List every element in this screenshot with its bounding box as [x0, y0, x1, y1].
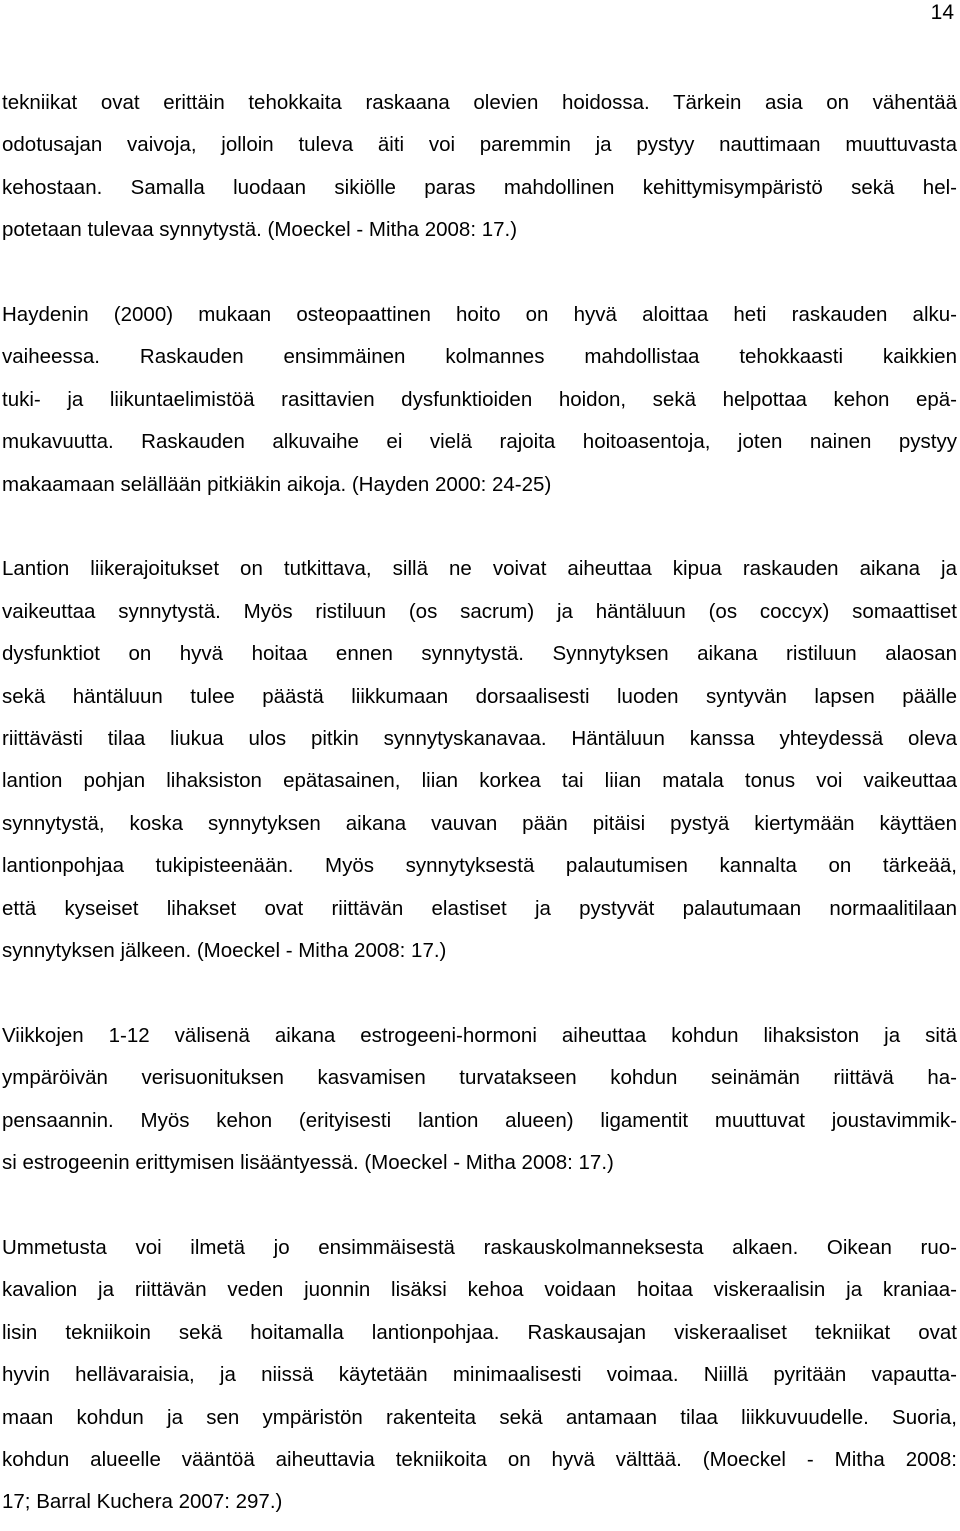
- text-line: Viikkojen 1-12 välisenä aikana estrogeeni-hormoni aiheuttaa kohdun lihaksiston ja sitä: [2, 1023, 957, 1047]
- text-line: mukavuutta. Raskauden alkuvaihe ei vielä rajoita hoitoasentoja, joten nainen pystyy: [2, 430, 957, 454]
- page-number: 14: [930, 1, 954, 24]
- text-line: synnytyksen jälkeen. (Moeckel - Mitha 2008: 17.): [2, 939, 447, 963]
- text-line: dysfunktiot on hyvä hoitaa ennen synnytystä. Synnytyksen aikana ristiluun alaosan: [2, 642, 957, 666]
- text-line: vaikeuttaa synnytystä. Myös ristiluun (os sacrum) ja häntäluun (os coccyx) somaattiset: [2, 599, 957, 623]
- text-line: Ummetusta voi ilmetä jo ensimmäisestä raskauskolmanneksesta alkaen. Oikean ruo-: [2, 1235, 957, 1259]
- text-line: makaamaan selällään pitkiäkin aikoja. (Hayden 2000: 24-25): [2, 472, 552, 496]
- document-body: [2, 82, 957, 1524]
- text-line: että kyseiset lihakset ovat riittävän elastiset ja pystyvät palautumaan normaalitilaan: [2, 896, 957, 920]
- text-line: pensaannin. Myös kehon (erityisesti lantion alueen) ligamentit muuttuvat joustavimmik-: [2, 1108, 957, 1132]
- paragraph: [2, 548, 957, 972]
- paragraph: [2, 294, 957, 506]
- text-line: kavalion ja riittävän veden juonnin lisäksi kehoa voidaan hoitaa viskeraalisin ja kraniaa-: [2, 1278, 957, 1302]
- text-line: Lantion liikerajoitukset on tutkittava, sillä ne voivat aiheuttaa kipua raskauden aikana ja: [2, 557, 957, 581]
- text-line: tuki- ja liikuntaelimistöä rasittavien dysfunktioiden hoidon, sekä helpottaa kehon epä-: [2, 387, 957, 411]
- text-line: synnytystä, koska synnytyksen aikana vauvan pään pitäisi pystyä kiertymään käyttäen: [2, 811, 957, 835]
- text-line: 17; Barral Kuchera 2007: 297.): [2, 1490, 283, 1514]
- text-line: ympäröivän verisuonituksen kasvamisen turvatakseen kohdun seinämän riittävä ha-: [2, 1066, 957, 1090]
- text-line: kehostaan. Samalla luodaan sikiölle paras mahdollinen kehittymisympäristö sekä hel-: [2, 175, 957, 199]
- paragraph-gap: [2, 506, 957, 548]
- text-line: si estrogeenin erittymisen lisääntyessä. (Moeckel - Mitha 2008: 17.): [2, 1151, 614, 1175]
- text-line: maan kohdun ja sen ympäristön rakenteita sekä antamaan tilaa liikkuvuudelle. Suoria,: [2, 1405, 957, 1429]
- text-line: tekniikat ovat erittäin tehokkaita raskaana olevien hoidossa. Tärkein asia on vähentää: [2, 91, 957, 114]
- paragraph-gap: [2, 1185, 957, 1227]
- text-line: vaiheessa. Raskauden ensimmäinen kolmannes mahdollistaa tehokkaasti kaikkien: [2, 345, 957, 369]
- paragraph-gap: [2, 252, 957, 294]
- text-line: potetaan tulevaa synnytystä. (Moeckel - Mitha 2008: 17.): [2, 218, 518, 242]
- text-line: hyvin hellävaraisia, ja niissä käytetään minimaalisesti voimaa. Niillä pyritään vapautta-: [2, 1363, 957, 1387]
- paragraph-gap: [2, 973, 957, 1015]
- text-line: Haydenin (2000) mukaan osteopaattinen hoito on hyvä aloittaa heti raskauden alku-: [2, 303, 957, 327]
- text-line: riittävästi tilaa liukua ulos pitkin synnytyskanavaa. Häntäluun kanssa yhteydessä oleva: [2, 727, 957, 751]
- text-line: lantionpohjaa tukipisteenään. Myös synnytyksestä palautumisen kannalta on tärkeää,: [2, 854, 957, 878]
- paragraph: [2, 82, 957, 252]
- text-line: lisin tekniikoin sekä hoitamalla lantionpohjaa. Raskausajan viskeraaliset tekniikat ovat: [2, 1320, 957, 1344]
- text-line: odotusajan vaivoja, jolloin tuleva äiti voi paremmin ja pystyy nauttimaan muuttuvasta: [2, 133, 957, 157]
- paragraph: [2, 1015, 957, 1185]
- paragraph: [2, 1227, 957, 1524]
- text-line: lantion pohjan lihaksiston epätasainen, liian korkea tai liian matala tonus voi vaikeuttaa: [2, 769, 957, 793]
- text-line: sekä häntäluun tulee päästä liikkumaan dorsaalisesti luoden syntyvän lapsen päälle: [2, 684, 957, 708]
- text-line: kohdun alueelle vääntöä aiheuttavia tekniikoita on hyvä välttää. (Moeckel - Mitha 2008:: [2, 1447, 957, 1471]
